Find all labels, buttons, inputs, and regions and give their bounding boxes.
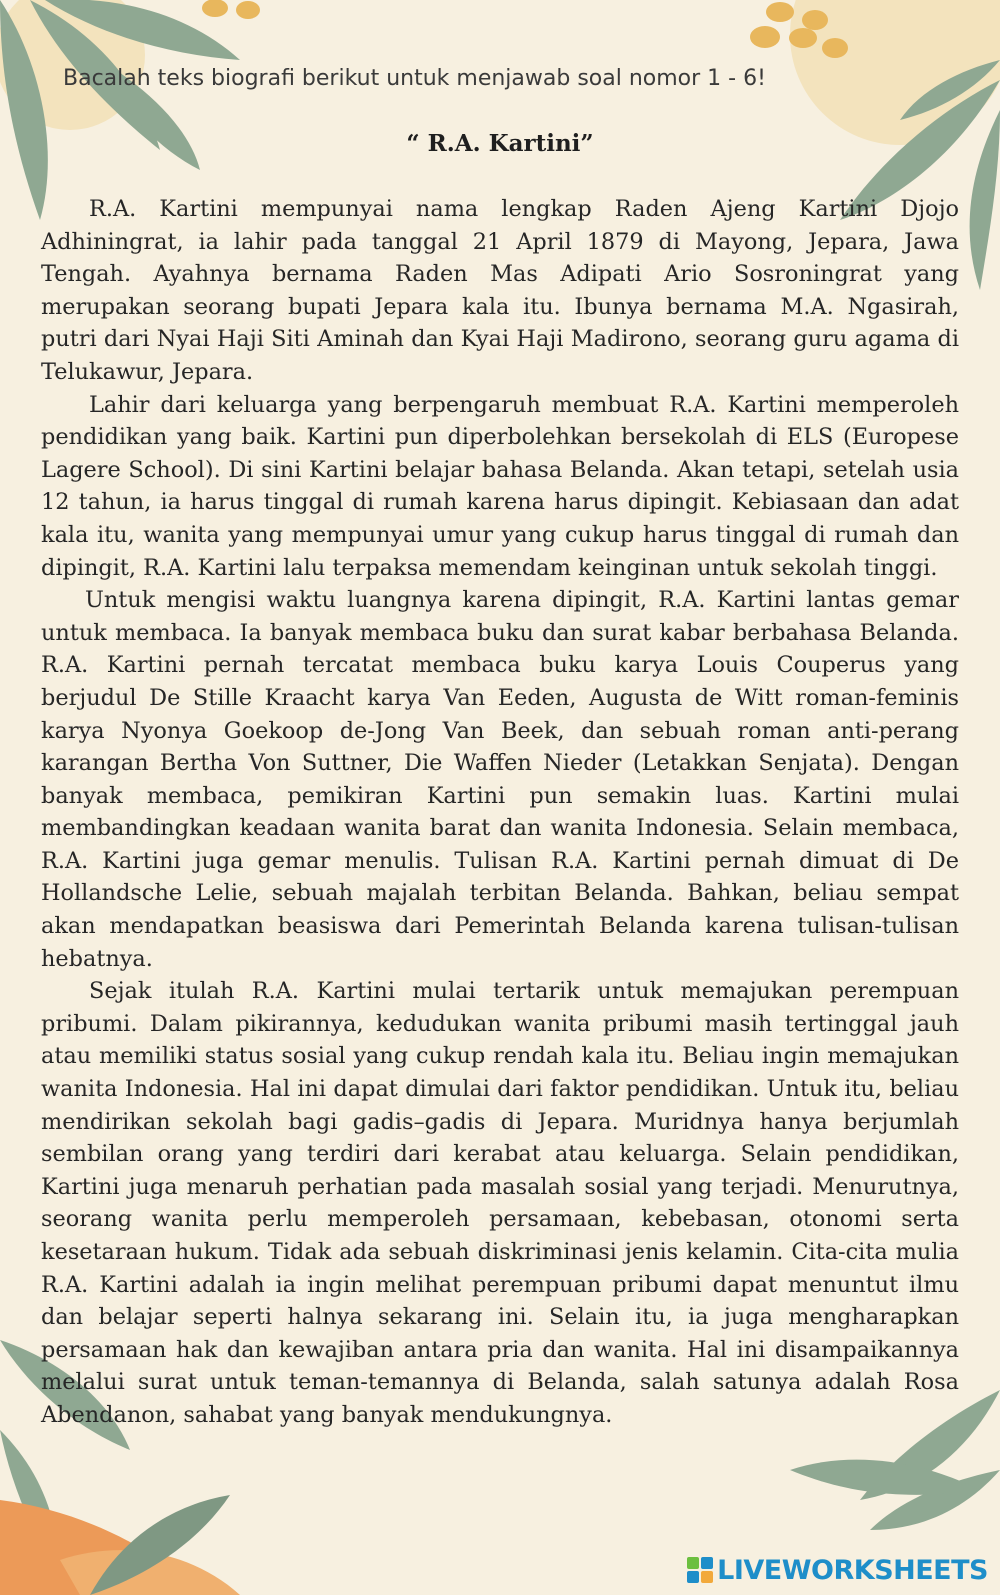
liveworksheets-logo[interactable]	[687, 1553, 988, 1587]
biography-text	[41, 193, 959, 1432]
liveworksheets-logo-text: LIVEWORKSHEETS	[717, 1554, 988, 1586]
paragraph-3: Untuk mengisi waktu luangnya karena dipingit, R.A. Kartini lantas gemar untuk membaca. Ia banyak membaca buku dan surat kabar berbahasa Belanda. R.A. Kartini pernah tercatat membaca buku karya Louis Couperus yang berjudul De Stille Kraacht karya Van Eeden, Augusta de Witt roman-feminis karya Nyonya Goekoop de-Jong Van Beek, dan sebuah roman anti-perang karangan Bertha Von Suttner, Die Waffen Nieder (Letakkan Senjata). Dengan banyak membaca, pemikiran Kartini pun semakin luas. Kartini mulai membandingkan keadaan wanita barat dan wanita Indonesia. Selain membaca, R.A. Kartini juga gemar menulis. Tulisan R.A. Kartini pernah dimuat di De Hollandsche Lelie, sebuah majalah terbitan Belanda. Bahkan, beliau sempat akan mendapatkan beasiswa dari Pemerintah Belanda karena tulisan-tulisan hebatnya.	[41, 587, 959, 972]
liveworksheets-logo-icon	[687, 1557, 713, 1583]
paragraph-2: Lahir dari keluarga yang berpengaruh membuat R.A. Kartini memperoleh pendidikan yang baik. Kartini pun diperbolehkan bersekolah di ELS (Europese Lagere School). Di sini Kartini belajar bahasa Belanda. Akan tetapi, setelah usia 12 tahun, ia harus tinggal di rumah karena harus dipingit. Kebiasaan dan adat kala itu, wanita yang mempunyai umur yang cukup harus tinggal di rumah dan dipingit, R.A. Kartini lalu terpaksa memendam keinginan untuk sekolah tinggi.	[41, 391, 959, 581]
reading-instruction: Bacalah teks biografi berikut untuk menjawab soal nomor 1 - 6!	[63, 66, 766, 91]
paragraph-4: Sejak itulah R.A. Kartini mulai tertarik untuk memajukan perempuan pribumi. Dalam pikirannya, kedudukan wanita pribumi masih tertinggal jauh atau memiliki status sosial yang cukup rendah kala itu. Beliau ingin memajukan wanita Indonesia. Hal ini dapat dimulai dari faktor pendidikan. Untuk itu, beliau mendirikan sekolah bagi gadis–gadis di Jepara. Muridnya hanya berjumlah sembilan orang yang terdiri dari kerabat atau keluarga. Selain pendidikan, Kartini juga menaruh perhatian pada masalah sosial yang terjadi. Menurutnya, seorang wanita perlu memperoleh persamaan, kebebasan, otonomi serta kesetaraan hukum. Tidak ada sebuah diskriminasi jenis kelamin. Cita-cita mulia R.A. Kartini adalah ia ingin melihat perempuan pribumi dapat menuntut ilmu dan belajar seperti halnya sekarang ini. Selain itu, ia juga mengharapkan persamaan hak dan kewajiban antara pria dan wanita. Hal ini disampaikannya melalui surat untuk teman-temannya di Belanda, salah satunya adalah Rosa Abendanon, sahabat yang banyak mendukungnya.	[41, 978, 959, 1428]
biography-title: “ R.A. Kartini”	[406, 130, 594, 157]
paragraph-1: R.A. Kartini mempunyai nama lengkap Raden Ajeng Kartini Djojo Adhiningrat, ia lahir pada tanggal 21 April 1879 di Mayong, Jepara, Jawa Tengah. Ayahnya bernama Raden Mas Adipati Ario Sosroningrat yang merupakan seorang bupati Jepara kala itu. Ibunya bernama M.A. Ngasirah, putri dari Nyai Haji Siti Aminah dan Kyai Haji Madirono, seorang guru agama di Telukawur, Jepara.	[41, 196, 959, 385]
top-dots-decoration	[202, 0, 848, 58]
